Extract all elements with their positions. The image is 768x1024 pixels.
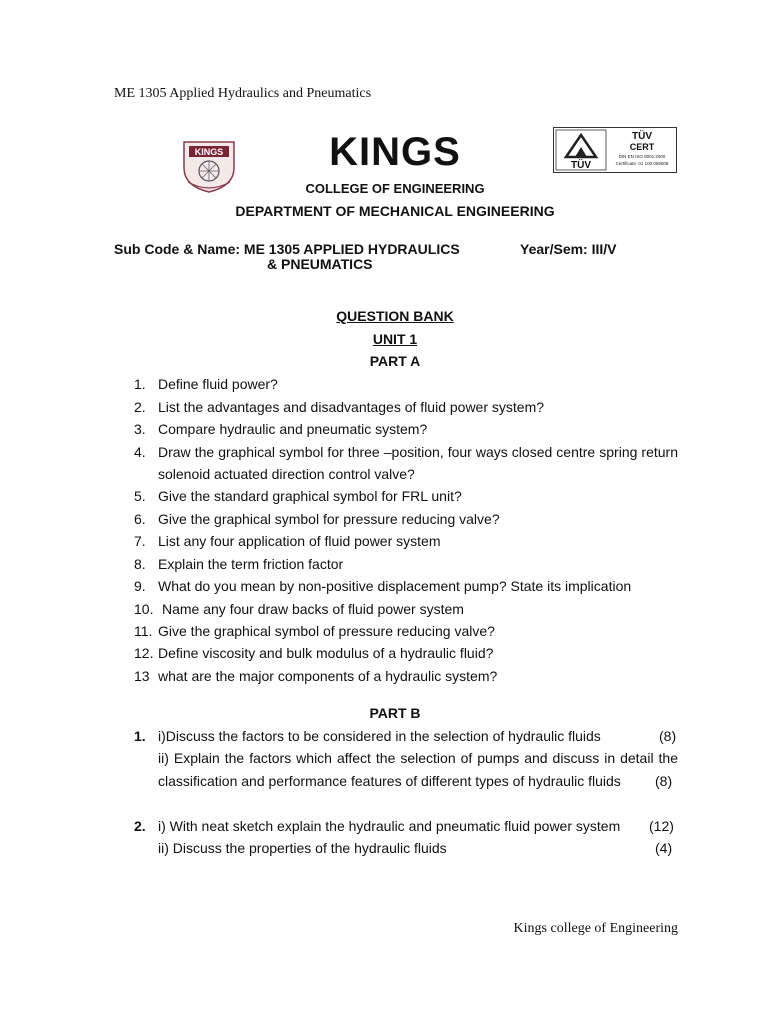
question-marks: (4): [655, 840, 673, 856]
question-marks: (12): [649, 818, 674, 834]
subject-code-name-continued: & PNEUMATICS: [267, 256, 373, 272]
question-part-ii: ii) Discuss the properties of the hydraulic fluids: [158, 840, 447, 856]
question-text: what are the major components of a hydraulic system?: [158, 668, 498, 684]
question-text: Give the graphical symbol for pressure reducing valve?: [158, 511, 500, 527]
question-marks: (8): [655, 773, 673, 789]
question-number: 9.: [134, 578, 146, 594]
question-text: List any four application of fluid power system: [158, 533, 441, 549]
question-part-i: i) With neat sketch explain the hydraulic and pneumatic fluid power system: [158, 818, 621, 834]
crest-text: KINGS: [194, 147, 224, 157]
question-text: Compare hydraulic and pneumatic system?: [158, 421, 428, 437]
page-footer: Kings college of Engineering: [513, 921, 678, 936]
question-number: 12.: [134, 645, 154, 661]
question-text: Define viscosity and bulk modulus of a hydraulic fluid?: [158, 645, 494, 661]
question-number: 6.: [134, 511, 146, 527]
year-semester: Year/Sem: III/V: [520, 241, 617, 257]
question-number: 11.: [134, 623, 153, 639]
question-number: 10.: [134, 601, 154, 617]
question-number: 1.: [134, 376, 146, 392]
tuv-certification-logo: [553, 127, 677, 173]
question-text: Give the standard graphical symbol for FRL unit?: [158, 488, 462, 504]
question-number: 7.: [134, 533, 146, 549]
tuv-line2: Certificate: 01 100 059008: [615, 161, 669, 166]
part-b-heading: PART B: [369, 705, 421, 721]
question-text: Give the graphical symbol of pressure reducing valve?: [158, 623, 495, 639]
question-text: Name any four draw backs of fluid power system: [162, 601, 464, 617]
question-text: Define fluid power?: [158, 376, 278, 392]
tuv-right-top: TÜV: [632, 131, 652, 142]
college-subtitle: COLLEGE OF ENGINEERING: [305, 181, 485, 196]
question-part-ii-continued: classification and performance features of different types of hydraulic fluids: [158, 773, 621, 789]
question-number: 4.: [134, 444, 146, 460]
question-number: 2.: [134, 818, 146, 834]
unit-heading: UNIT 1: [372, 331, 418, 347]
course-header: ME 1305 Applied Hydraulics and Pneumatics: [114, 86, 372, 101]
question-number: 5.: [134, 488, 146, 504]
tuv-cert-label: CERT: [629, 142, 655, 152]
subject-code-name: Sub Code & Name: ME 1305 APPLIED HYDRAULICS: [114, 241, 460, 257]
question-number: 2.: [134, 399, 146, 415]
question-number: 8.: [134, 556, 146, 572]
question-number: 1.: [134, 728, 146, 744]
question-text-continued: solenoid actuated direction control valve?: [158, 466, 415, 482]
part-a-heading: PART A: [369, 353, 421, 369]
question-text: Draw the graphical symbol for three –position, four ways closed centre spring return: [158, 444, 678, 460]
question-text: Explain the term friction factor: [158, 556, 344, 572]
question-part-i: i)Discuss the factors to be considered in the selection of hydraulic fluids: [158, 728, 601, 744]
department-title: DEPARTMENT OF MECHANICAL ENGINEERING: [235, 203, 555, 219]
question-text: List the advantages and disadvantages of fluid power system?: [158, 399, 545, 415]
question-number: 3.: [134, 421, 146, 437]
question-part-ii: ii) Explain the factors which affect the selection of pumps and discuss in detail the: [158, 750, 678, 766]
question-bank-heading: QUESTION BANK: [336, 308, 454, 324]
tuv-line1: DIN EN ISO 9001:2000: [618, 154, 666, 159]
tuv-left-label: TÜV: [571, 160, 591, 171]
question-number: 13: [134, 668, 150, 684]
question-marks: (8): [659, 728, 677, 744]
college-name-title: KINGS: [329, 130, 461, 174]
question-text: What do you mean by non-positive displacement pump? State its implication: [158, 578, 632, 594]
